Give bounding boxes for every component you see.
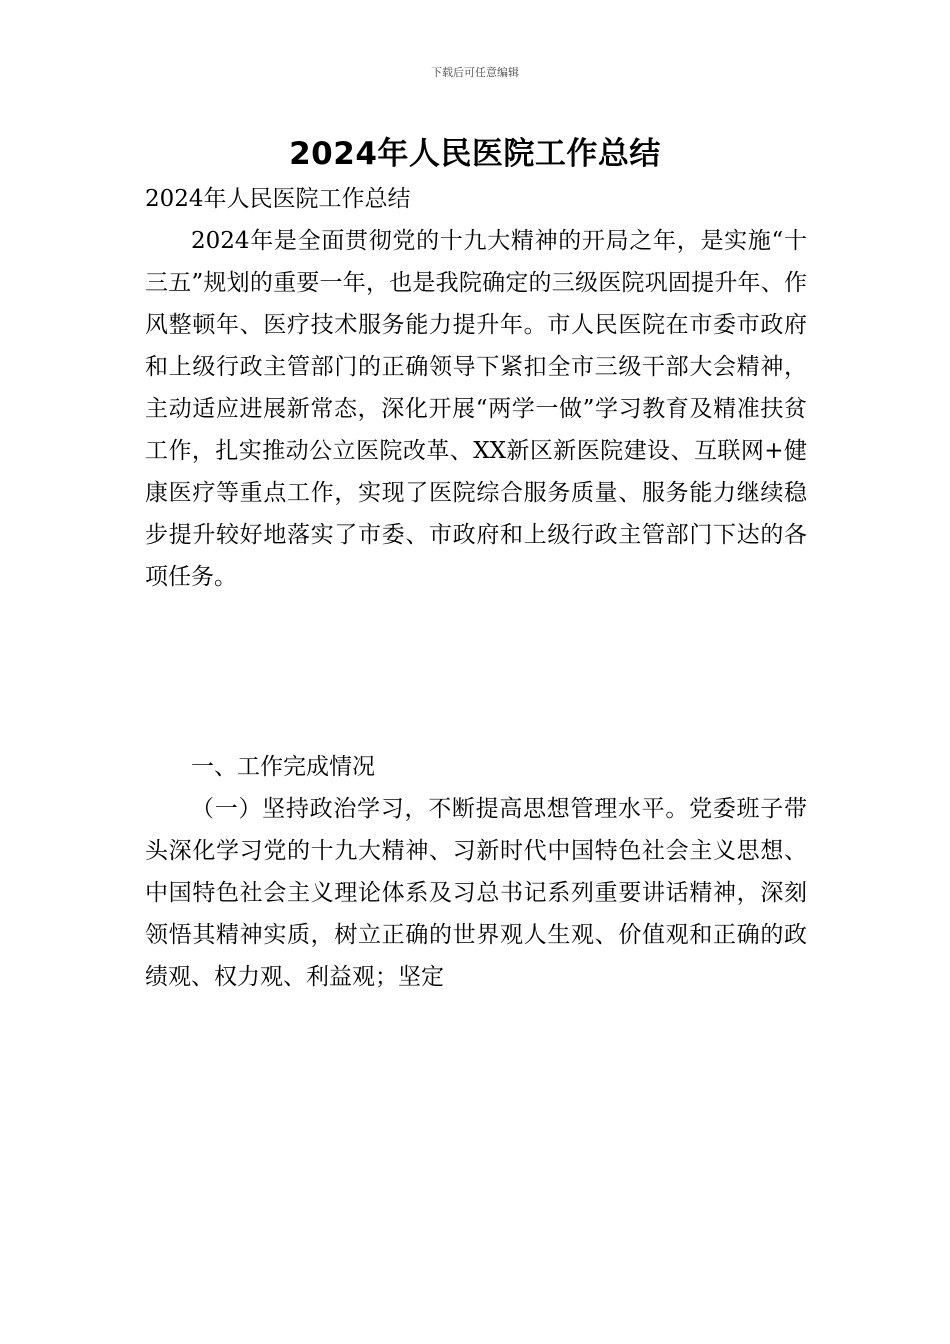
intro-paragraph: 2024年是全面贯彻党的十九大精神的开局之年，是实施“十三五”规划的重要一年，也是我院确定的三级医院巩固提升年、作风整顿年、医疗技术服务能力提升年。市人民医院在市委市政府和上级行政主管部门的正确领导下紧扣全市三级干部大会精神，主动适应进展新常态，深化开展“两学一做”学习教育及精准扶贫工作，扎实推动公立医院改革、XX新区新医院建设、互联网+健康医疗等重点工作，实现了医院综合服务质量、服务能力继续稳步提升较好地落实了市委、市政府和上级行政主管部门下达的各项任务。 bbox=[145, 228, 807, 590]
section-heading: 一、工作完成情况 bbox=[191, 754, 375, 780]
section-1-paragraph: （一）坚持政治学习，不断提高思想管理水平。党委班子带头深化学习党的十九大精神、习新时代中国特色社会主义思想、中国特色社会主义理论体系及习总书记系列重要讲话精神，深刻领悟其精神实质，树立正确的世界观人生观、价值观和正确的政绩观、权力观、利益观；坚定 bbox=[145, 796, 807, 990]
document-subtitle: 2024年人民医院工作总结 bbox=[145, 186, 411, 212]
document-title: 2024年人民医院工作总结 bbox=[289, 136, 661, 172]
header-note: 下载后可任意编辑 bbox=[431, 66, 519, 79]
document-body bbox=[145, 178, 807, 998]
